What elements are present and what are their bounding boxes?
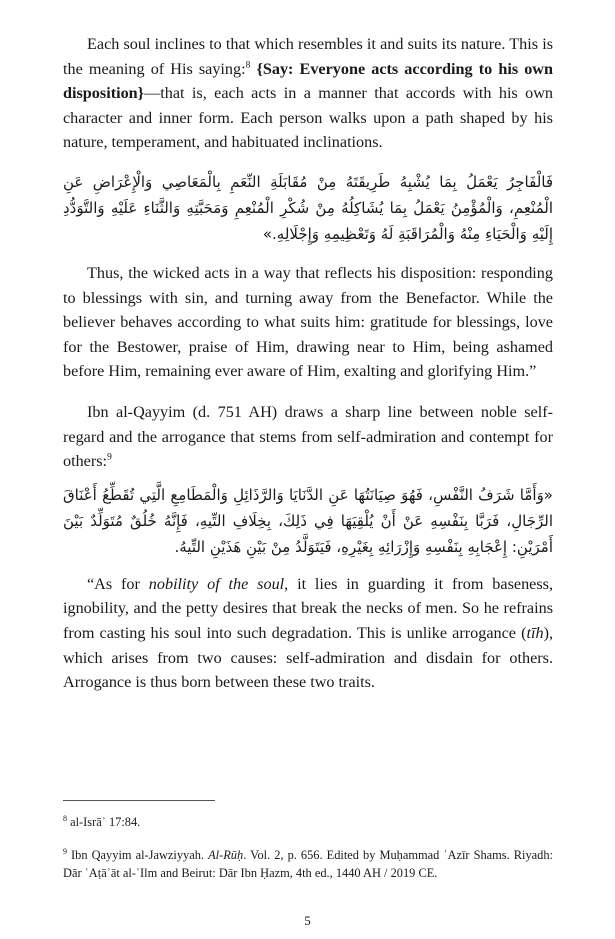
- paragraph-text: Each soul inclines to that which resembles it and suits its nature. This is the meaning of His saying:: [63, 35, 553, 78]
- book-title: Al-Rūḥ: [208, 847, 244, 862]
- italic-term: tīh: [526, 623, 544, 642]
- paragraph-ibn-al-qayyim-intro: [63, 400, 553, 474]
- italic-term: nobility of the soul: [148, 574, 285, 593]
- page-number: 5: [304, 913, 311, 928]
- footnote-9: [63, 846, 553, 883]
- paragraph-soul-inclination: [63, 32, 553, 155]
- footnote-text: al-Isrāʾ 17:84.: [67, 815, 141, 829]
- paragraph-text: —that is, each acts in a manner that accords with his own character and inner form. Each person walks upon a path shaped by his nature, temperament, and habituated inclinations.: [63, 84, 553, 152]
- quran-quote: {Say: Everyone acts according to his own disposition}: [63, 59, 553, 103]
- paragraph-translation-wicked-believer: Thus, the wicked acts in a way that reflects his disposition: responding to blessings with sin, and turning away from the Benefactor. While the believer behaves according to what suits him: gratitude for blessings, love for the Bestower, praise of Him, drawing near to Him, being ashamed before Him, remaining ever aware of Him, exalting and glorifying Him.”: [63, 263, 553, 381]
- footnote-number: 8: [63, 813, 67, 823]
- footnote-ref-8[interactable]: 8: [245, 60, 251, 71]
- footnote-number: 9: [63, 846, 67, 856]
- footnote-text: . Vol. 2, p. 656. Edited by Muḥammad ʿAzīr Shams. Riyadh: Dār ʿAṭāʾāt al-ʿIlm and Beirut: Dār Ibn Ḥazm, 4th ed., 1440 AH / 2019 CE.: [63, 847, 553, 880]
- arabic-quote-nobility: «وَأَمَّا شَرَفُ النَّفْسِ، فَهُوَ صِيَانَتُهَا عَنِ الدَّنَايَا وَالرَّذَائِلِ وَالْمَطَامِعِ الَّتِي تُقَطِّعُ أَعْنَاقَ الرِّجَالِ، فَرَبَّا بِنَفْسِهِ عَنْ أَنْ يُلْقِيَهَا فِي ذَلِكَ، بِخِلَافِ التِّيهِ، فَإِنَّهُ خُلُقٌ مُتَوَلِّدٌ بَيْنَ أَمْرَيْنِ: إِعْجَابِهِ بِنَفْسِهِ وَإِزْرَائِهِ بِغَيْرِهِ، فَيَتَوَلَّدُ مِنْ بَيْنِ هَذَيْنِ التِّيهُ.: [63, 485, 553, 556]
- arabic-quote-wicked-believer: فَالْفَاجِرُ يَعْمَلُ بِمَا يُشْبِهُ طَرِيقَتَهُ مِنْ مُقَابَلَةِ النِّعَمِ بِالْمَعَاصِي وَالْإِعْرَاضِ عَنِ الْمُنْعِمِ، وَالْمُؤْمِنُ يَعْمَلُ بِمَا يُشَاكِلُهُ مِنْ شُكْرِ الْمُنْعِمِ وَمَحَبَّتِهِ وَالثَّنَاءِ عَلَيْهِ وَالتَّوَدُّدِ إِلَيْهِ وَالْحَيَاءِ مِنْهُ وَالْمُرَاقَبَةِ لَهُ وَتَعْظِيمِهِ وَإِجْلَالِهِ.»: [63, 172, 553, 243]
- footnotes-section: [63, 800, 553, 883]
- footnote-ref-9[interactable]: 9: [107, 452, 112, 463]
- paragraph-text: Ibn al-Qayyim (d. 751 AH) draws a sharp line between noble self-regard and the arrogance that stems from self-admiration and contempt for others:: [63, 402, 553, 471]
- paragraph-text: , it lies in guarding it from baseness, ignobility, and the petty desires that break the necks of men. So he refrains from casting his soul into such degradation. This is unlike arrogance (: [63, 574, 553, 642]
- footnote-divider: [63, 800, 215, 801]
- open-quote: “As for: [87, 574, 149, 593]
- footnote-8: [63, 813, 553, 832]
- paragraph-text: ), which arises from two causes: self-admiration and disdain for others. Arrogance is thus born between these two traits.: [63, 623, 553, 692]
- paragraph-translation-nobility: [63, 572, 553, 695]
- page-body: [63, 32, 553, 695]
- footnote-text: Ibn Qayyim al-Jawziyyah.: [67, 847, 209, 862]
